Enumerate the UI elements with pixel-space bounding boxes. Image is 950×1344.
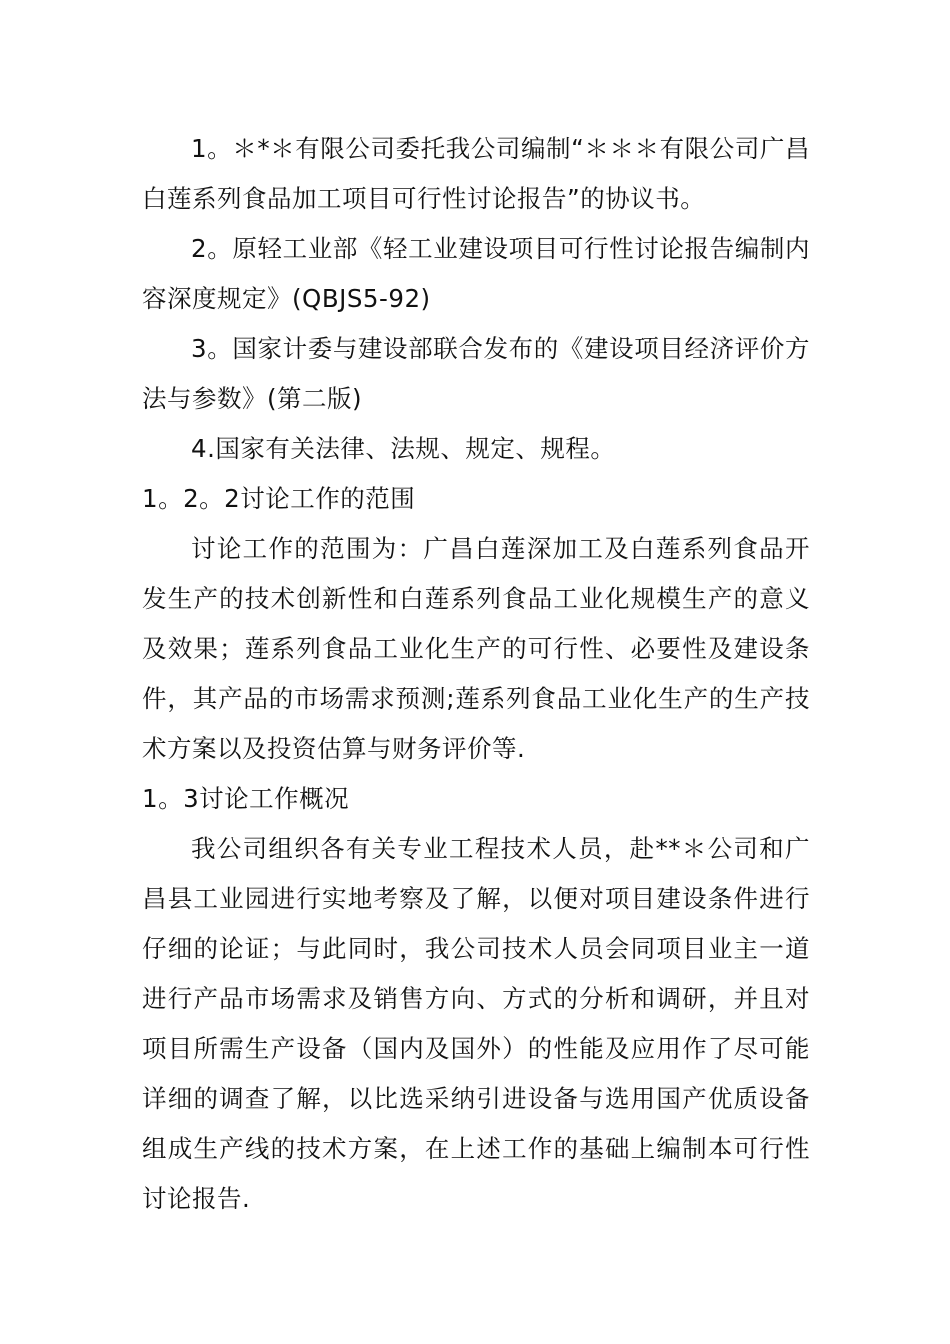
section-heading-scope: 1。2。2讨论工作的范围: [142, 484, 416, 513]
scope-paragraph: 讨论工作的范围为：广昌白莲深加工及白莲系列食品开发生产的技术创新性和白莲系列食品工业化规模生产的意义及效果；莲系列食品工业化生产的可行性、必要性及建设条件，其产品的市场需求预测;莲系列食品工业化生产的生产技术方案以及投资估算与财务评价等.: [142, 534, 810, 763]
basis-item-3: 3。国家计委与建设部联合发布的《建设项目经济评价方法与参数》(第二版): [142, 334, 810, 413]
basis-item-2: 2。原轻工业部《轻工业建设项目可行性讨论报告编制内容深度规定》(QBJS5-92): [142, 234, 810, 313]
overview-paragraph: 我公司组织各有关专业工程技术人员，赴**＊公司和广昌县工业园进行实地考察及了解，以便对项目建设条件进行仔细的论证；与此同时，我公司技术人员会同项目业主一道进行产品市场需求及销售方向、方式的分析和调研，并且对项目所需生产设备（国内及国外）的性能及应用作了尽可能详细的调查了解，以比选采纳引进设备与选用国产优质设备组成生产线的技术方案，在上述工作的基础上编制本可行性讨论报告.: [142, 834, 810, 1213]
basis-item-1: 1。＊*＊有限公司委托我公司编制“＊＊＊有限公司广昌白莲系列食品加工项目可行性讨论报告”的协议书。: [142, 134, 810, 213]
document-body: [142, 124, 810, 1224]
basis-item-4: 4.国家有关法律、法规、规定、规程。: [191, 434, 616, 463]
section-heading-overview: 1。3讨论工作概况: [142, 784, 350, 813]
